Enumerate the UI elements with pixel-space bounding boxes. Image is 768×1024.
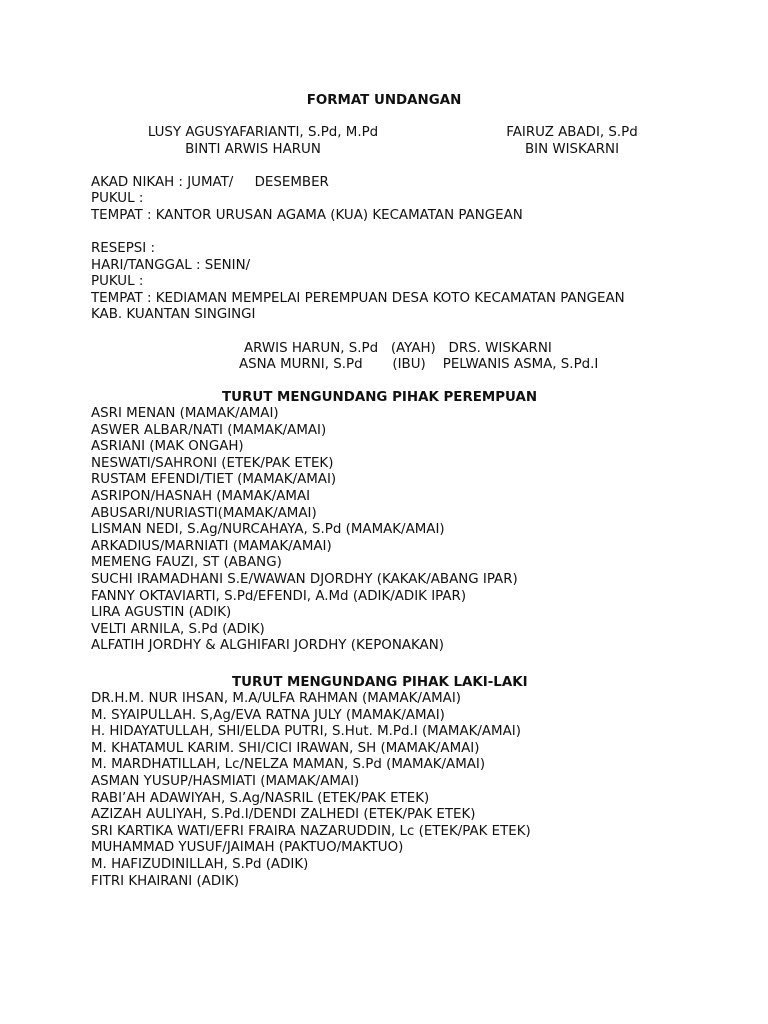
list-item: LISMAN NEDI, S.Ag/NURCAHAYA, S.Pd (MAMAK/AMAI) xyxy=(91,522,445,538)
parents-mothers: ASNA MURNI, S.Pd (IBU) PELWANIS ASMA, S.Pd.I xyxy=(239,357,599,372)
list-item: MEMENG FAUZI, ST (ABANG) xyxy=(91,555,282,571)
list-item: RABI’AH ADAWIYAH, S.Ag/NASRIL (ETEK/PAK ETEK) xyxy=(91,790,430,806)
list-item: ALFATIH JORDHY & ALGHIFARI JORDHY (KEPONAKAN) xyxy=(91,638,444,654)
list-item: MUHAMMAD YUSUF/JAIMAH (PAKTUO/MAKTUO) xyxy=(91,840,404,856)
list-item: AZIZAH AULIYAH, S.Pd.I/DENDI ZALHEDI (ETEK/PAK ETEK) xyxy=(91,807,476,823)
akad-date: AKAD NIKAH : JUMAT/ DESEMBER xyxy=(91,175,329,190)
resepsi-place: TEMPAT : KEDIAMAN MEMPELAI PEREMPUAN DESA KOTO KECAMATAN PANGEAN xyxy=(91,291,625,306)
female-side-list xyxy=(91,406,518,655)
list-item: ASRIPON/HASNAH (MAMAK/AMAI xyxy=(91,488,311,504)
parents-fathers: ARWIS HARUN, S.Pd (AYAH) DRS. WISKARNI xyxy=(244,341,552,356)
resepsi-place-regency: KAB. KUANTAN SINGINGI xyxy=(91,307,256,322)
list-item: M. MARDHATILLAH, Lc/NELZA MAMAN, S.Pd (MAMAK/AMAI) xyxy=(91,757,486,773)
list-item: VELTI ARNILA, S.Pd (ADIK) xyxy=(91,621,265,637)
resepsi-date: HARI/TANGGAL : SENIN/ xyxy=(91,258,251,273)
female-side-heading: TURUT MENGUNDANG PIHAK PEREMPUAN xyxy=(222,390,538,405)
list-item: FANNY OKTAVIARTI, S.Pd/EFENDI, A.Md (ADIK/ADIK IPAR) xyxy=(91,588,467,604)
list-item: LIRA AGUSTIN (ADIK) xyxy=(91,605,232,621)
male-side-heading: TURUT MENGUNDANG PIHAK LAKI-LAKI xyxy=(232,675,528,690)
bride-parentage: BINTI ARWIS HARUN xyxy=(185,142,321,157)
list-item: NESWATI/SAHRONI (ETEK/PAK ETEK) xyxy=(91,455,334,471)
list-item: ABUSARI/NURIASTI(MAMAK/AMAI) xyxy=(91,505,317,521)
list-item: H. HIDAYATULLAH, SHI/ELDA PUTRI, S.Hut. M.Pd.I (MAMAK/AMAI) xyxy=(91,724,521,740)
resepsi-heading: RESEPSI : xyxy=(91,241,156,256)
list-item: SUCHI IRAMADHANI S.E/WAWAN DJORDHY (KAKAK/ABANG IPAR) xyxy=(91,571,518,587)
list-item: ASRIANI (MAK ONGAH) xyxy=(91,439,244,455)
list-item: M. HAFIZUDINILLAH, S.Pd (ADIK) xyxy=(91,856,309,872)
groom-name: FAIRUZ ABADI, S.Pd xyxy=(506,125,638,140)
document-title: FORMAT UNDANGAN xyxy=(306,93,462,108)
list-item: ASRI MENAN (MAMAK/AMAI) xyxy=(91,406,279,421)
list-item: ASWER ALBAR/NATI (MAMAK/AMAI) xyxy=(91,422,327,438)
list-item: M. KHATAMUL KARIM. SHI/CICI IRAWAN, SH (MAMAK/AMAI) xyxy=(91,740,480,756)
resepsi-time: PUKUL : xyxy=(91,274,144,289)
akad-time: PUKUL : xyxy=(91,191,144,206)
akad-place: TEMPAT : KANTOR URUSAN AGAMA (KUA) KECAMATAN PANGEAN xyxy=(91,208,523,223)
list-item: M. SYAIPULLAH. S,Ag/EVA RATNA JULY (MAMAK/AMAI) xyxy=(91,707,445,723)
list-item: DR.H.M. NUR IHSAN, M.A/ULFA RAHMAN (MAMAK/AMAI) xyxy=(91,691,461,706)
list-item: ASMAN YUSUP/HASMIATI (MAMAK/AMAI) xyxy=(91,773,360,789)
bride-name: LUSY AGUSYAFARIANTI, S.Pd, M.Pd xyxy=(147,125,379,140)
list-item: ARKADIUS/MARNIATI (MAMAK/AMAI) xyxy=(91,538,332,554)
list-item: FITRI KHAIRANI (ADIK) xyxy=(91,873,240,889)
list-item: RUSTAM EFENDI/TIET (MAMAK/AMAI) xyxy=(91,472,337,488)
list-item: SRI KARTIKA WATI/EFRI FRAIRA NAZARUDDIN, Lc (ETEK/PAK ETEK) xyxy=(91,823,531,839)
male-side-list xyxy=(91,691,531,890)
groom-parentage: BIN WISKARNI xyxy=(524,142,620,157)
